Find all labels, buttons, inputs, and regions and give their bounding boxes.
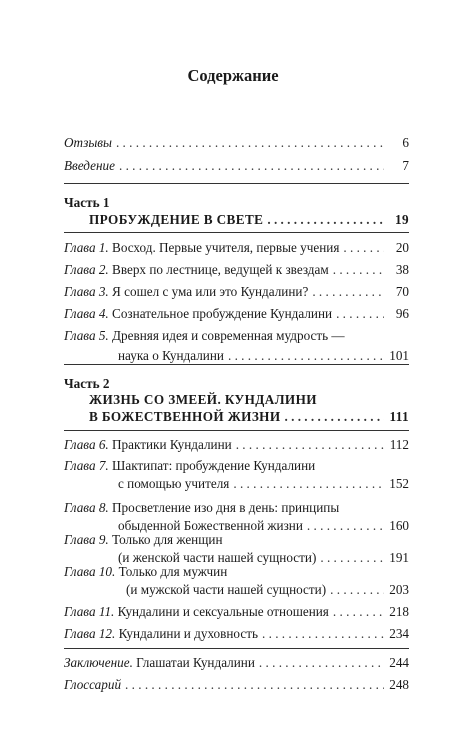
- chapter-title: Шактипат: пробуждение Кундалини: [112, 458, 316, 473]
- chapter-number: Глава 3.: [64, 284, 109, 299]
- toc-entry-chapter-8[interactable]: [64, 500, 409, 533]
- entry-label: Заключение.: [64, 655, 133, 670]
- section-divider: [64, 183, 409, 184]
- chapter-number: Глава 5.: [64, 328, 109, 343]
- page-number: 96: [395, 306, 409, 321]
- section-divider: [64, 364, 409, 365]
- chapter-number: Глава 11.: [64, 604, 115, 619]
- page-number: 19: [395, 212, 409, 227]
- page-number: 112: [389, 437, 409, 452]
- toc-entry-intro[interactable]: [64, 158, 409, 173]
- part-1-title[interactable]: ПРОБУЖДЕНИЕ В СВЕТЕ . . . 19: [89, 212, 409, 228]
- dot-leader: [228, 348, 384, 363]
- chapter-number: Глава 12.: [64, 626, 116, 641]
- page-number: 111: [389, 409, 409, 424]
- chapter-title: Кундалини и сексуальные отношения: [117, 604, 329, 619]
- page-number: 38: [395, 262, 409, 277]
- page-number: 244: [389, 655, 409, 670]
- dot-leader: [262, 626, 384, 641]
- dot-leader: [125, 677, 384, 692]
- dot-leader: [259, 655, 384, 670]
- section-divider: [64, 648, 409, 649]
- dot-leader: [285, 409, 385, 425]
- toc-entry-chapter-9[interactable]: [64, 532, 409, 565]
- section-divider: [64, 232, 409, 233]
- chapter-title-cont: с помощью учителя: [118, 476, 230, 491]
- part-2-label: Часть 2: [64, 376, 110, 391]
- chapter-number: Глава 2.: [64, 262, 109, 277]
- toc-entry-chapter-10[interactable]: [64, 564, 409, 597]
- part-1-label: Часть 1: [64, 195, 110, 210]
- toc-entry-chapter-2[interactable]: [64, 262, 409, 277]
- dot-leader: [333, 262, 384, 277]
- toc-entry-glossary[interactable]: [64, 677, 409, 692]
- page-number: 248: [389, 677, 409, 692]
- chapter-title: Древняя идея и современная мудрость —: [112, 328, 345, 343]
- toc-entry-chapter-3[interactable]: [64, 284, 409, 299]
- page-number: 20: [395, 240, 409, 255]
- toc-entry-reviews[interactable]: [64, 135, 409, 150]
- dot-leader: [333, 604, 384, 619]
- chapter-number: Глава 1.: [64, 240, 109, 255]
- chapter-number: Глава 9.: [64, 532, 109, 547]
- dot-leader: [116, 135, 384, 150]
- page-number: 7: [402, 158, 409, 173]
- dot-leader: [236, 437, 384, 452]
- chapter-title: Просветление изо дня в день: принципы: [112, 500, 340, 515]
- entry-label: Отзывы: [64, 135, 112, 150]
- page-number: 203: [389, 582, 409, 597]
- page-number: 101: [389, 348, 409, 363]
- toc-entry-chapter-6[interactable]: [64, 437, 409, 452]
- page-number: 152: [389, 476, 409, 491]
- page-number: 234: [389, 626, 409, 641]
- chapter-title: Практики Кундалини: [112, 437, 232, 452]
- part-2-title[interactable]: ЖИЗНЬ СО ЗМЕЕЙ. КУНДАЛИНИ В БОЖЕСТВЕННОЙ ЖИЗНИ . . . 111: [89, 392, 409, 425]
- dot-leader: [307, 518, 384, 533]
- dot-leader: [343, 240, 384, 255]
- chapter-number: Глава 7.: [64, 458, 109, 473]
- dot-leader: [336, 306, 384, 321]
- chapter-number: Глава 8.: [64, 500, 109, 515]
- toc-entry-chapter-12[interactable]: [64, 626, 409, 641]
- dot-leader: [233, 476, 384, 491]
- chapter-title: Кундалини и духовность: [118, 626, 258, 641]
- toc-entry-chapter-1[interactable]: [64, 240, 409, 255]
- toc-entry-chapter-11[interactable]: [64, 604, 409, 619]
- chapter-title-cont: (и мужской части нашей сущности): [126, 582, 327, 597]
- chapter-title-cont: наука о Кундалини: [118, 348, 224, 363]
- chapter-title: Я сошел с ума или это Кундалини?: [112, 284, 309, 299]
- toc-entry-conclusion[interactable]: [64, 655, 409, 670]
- dot-leader: [312, 284, 384, 299]
- section-divider: [64, 430, 409, 431]
- page-number: 191: [389, 550, 409, 565]
- toc-entry-chapter-5[interactable]: [64, 328, 409, 363]
- dot-leader: [119, 158, 384, 173]
- chapter-number: Глава 4.: [64, 306, 109, 321]
- page-title: Содержание: [187, 66, 279, 85]
- chapter-title: Вверх по лестнице, ведущей к звездам: [112, 262, 329, 277]
- toc-entry-chapter-4[interactable]: [64, 306, 409, 321]
- toc-entry-chapter-7[interactable]: [64, 458, 409, 491]
- chapter-number: Глава 10.: [64, 564, 116, 579]
- chapter-title: Восход. Первые учителя, первые учения: [112, 240, 340, 255]
- page-number: 218: [389, 604, 409, 619]
- page-number: 70: [395, 284, 409, 299]
- dot-leader: [330, 582, 384, 597]
- chapter-title: Глашатаи Кундалини: [136, 655, 255, 670]
- chapter-number: Глава 6.: [64, 437, 109, 452]
- dot-leader: [320, 550, 384, 565]
- page-number: 6: [402, 135, 409, 150]
- chapter-title: Только для женщин: [112, 532, 223, 547]
- entry-label: Введение: [64, 158, 115, 173]
- chapter-title-cont: обыденной Божественной жизни: [118, 518, 303, 533]
- chapter-title: Только для мужчин: [118, 564, 228, 579]
- page-number: 160: [389, 518, 409, 533]
- chapter-title: Сознательное пробуждение Кундалини: [112, 306, 333, 321]
- dot-leader: [267, 212, 384, 228]
- entry-label: Глоссарий: [64, 677, 122, 692]
- chapter-title-cont: (и женской части нашей сущности): [118, 550, 317, 565]
